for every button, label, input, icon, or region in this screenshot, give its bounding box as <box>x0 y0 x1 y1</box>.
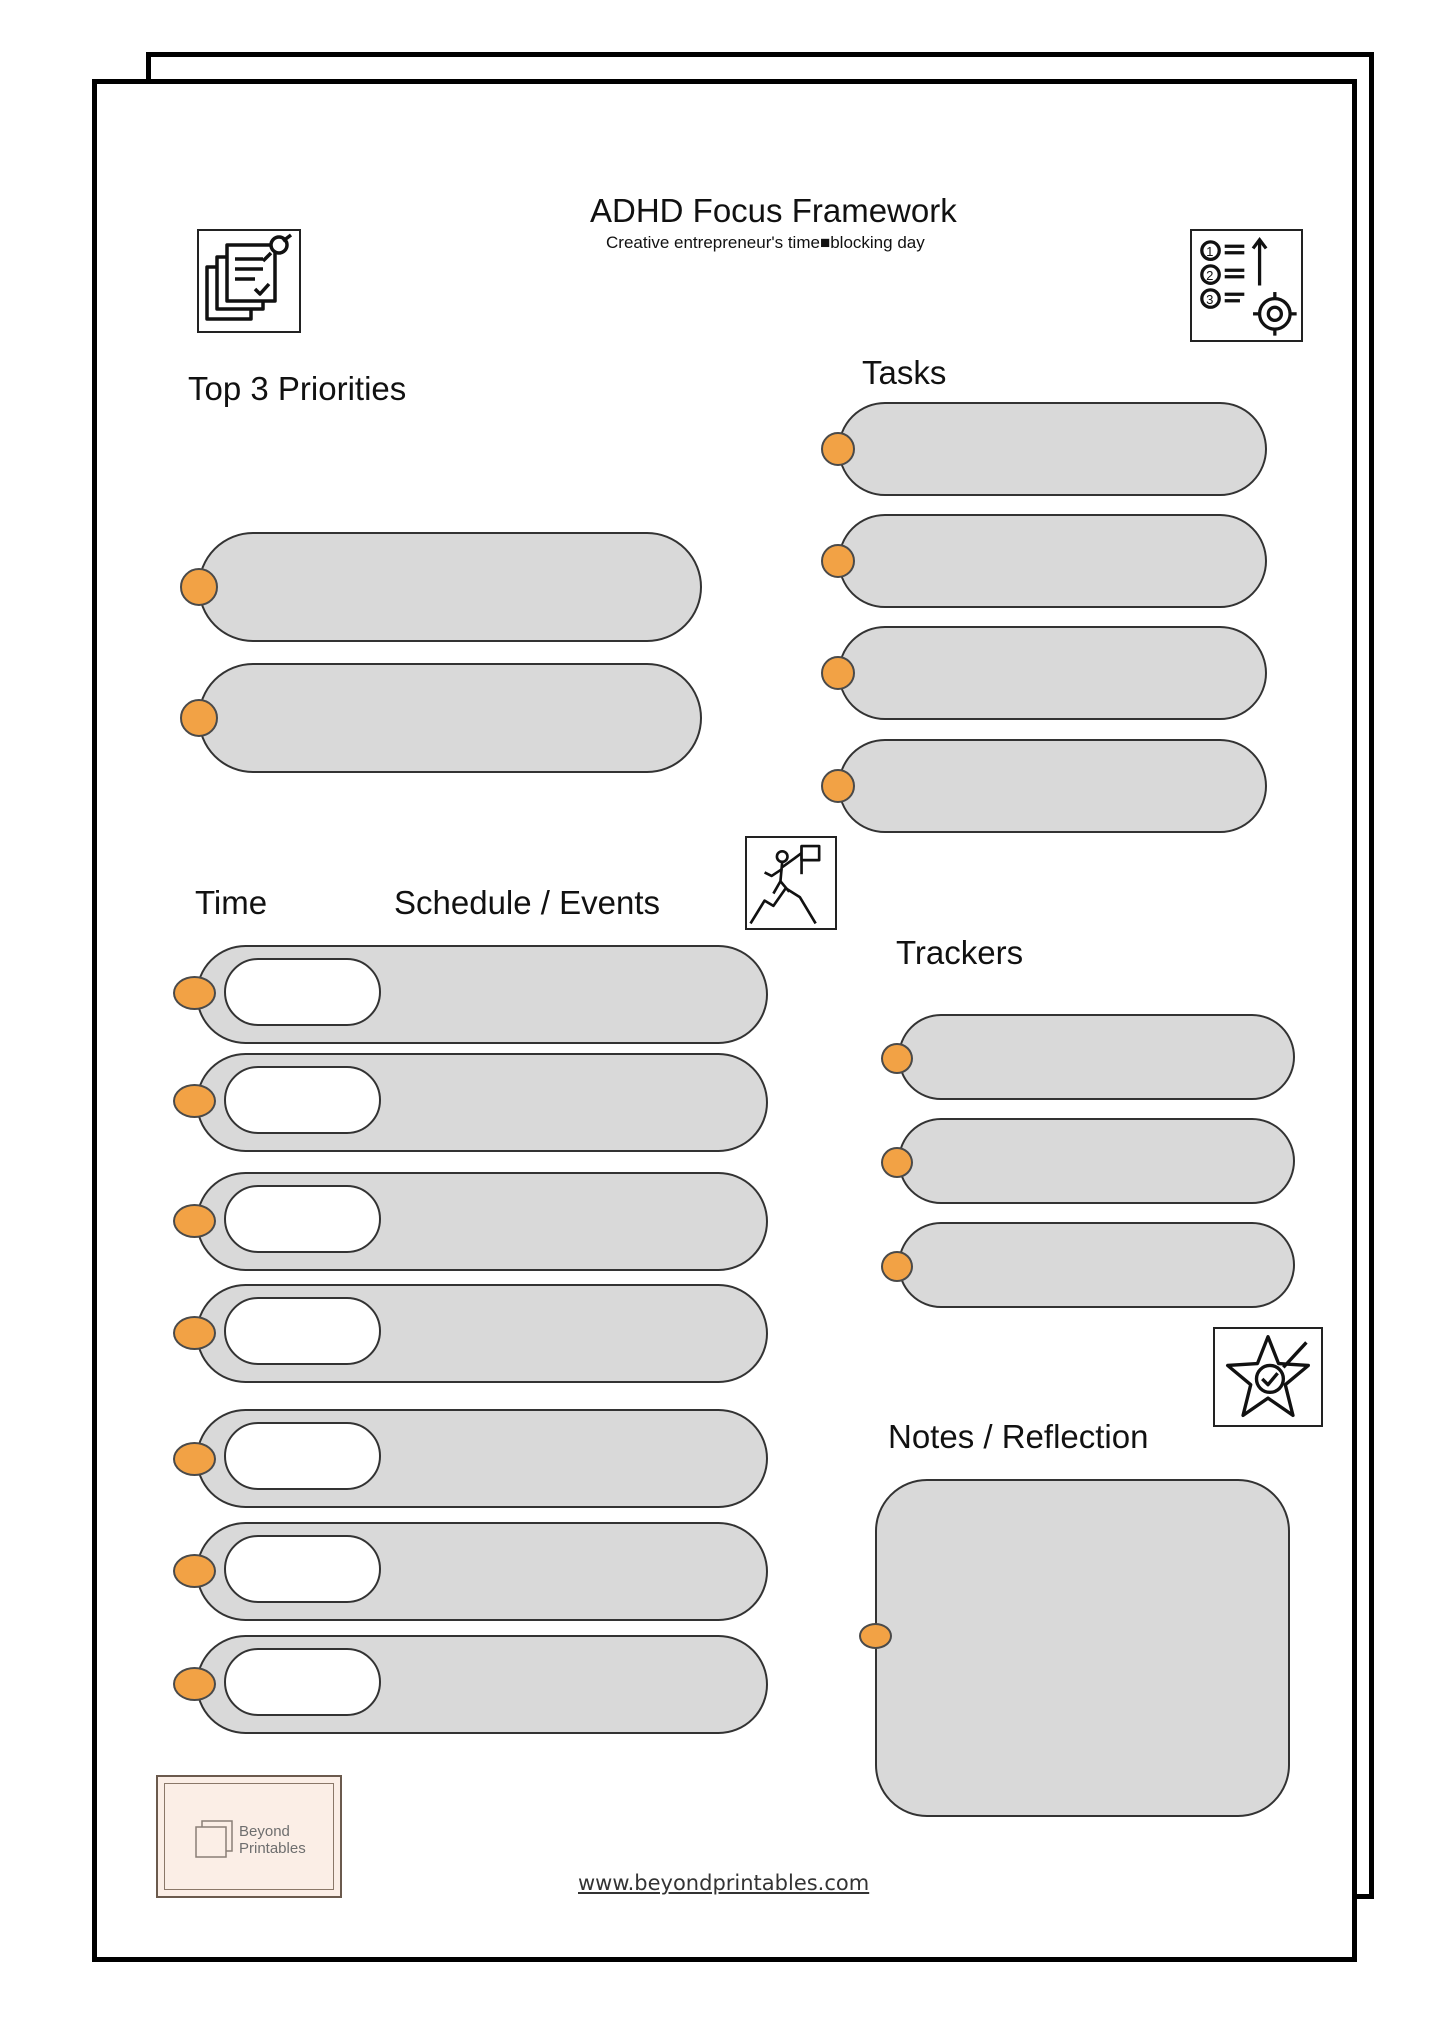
tracker-field-1[interactable] <box>898 1014 1295 1100</box>
schedule-marker-7[interactable] <box>173 1667 216 1701</box>
notes-field[interactable] <box>875 1479 1290 1817</box>
mountain-climber-flag-icon <box>745 836 837 930</box>
stacked-pages-icon <box>192 1817 236 1863</box>
tracker-field-2[interactable] <box>898 1118 1295 1204</box>
task-field-4[interactable] <box>838 739 1267 833</box>
tasks-heading: Tasks <box>862 354 947 391</box>
schedule-marker-4[interactable] <box>173 1316 216 1350</box>
priority-field-1[interactable] <box>198 532 702 642</box>
time-slot-1[interactable] <box>224 958 381 1026</box>
tracker-marker-2[interactable] <box>881 1147 913 1178</box>
priorities-heading: Top 3 Priorities <box>188 370 407 407</box>
task-field-1[interactable] <box>838 402 1267 496</box>
clipboard-checklist-icon <box>197 229 301 333</box>
task-marker-3[interactable] <box>821 656 855 690</box>
task-marker-4[interactable] <box>821 769 855 803</box>
time-slot-4[interactable] <box>224 1297 381 1365</box>
logo-text <box>239 1823 306 1857</box>
time-slot-7[interactable] <box>224 1648 381 1716</box>
schedule-heading: Schedule / Events <box>394 884 660 921</box>
star-checkmark-icon <box>1213 1327 1323 1427</box>
numbered-list-gear-icon <box>1190 229 1303 342</box>
logo-line-1: Beyond <box>239 1823 290 1840</box>
time-slot-5[interactable] <box>224 1422 381 1490</box>
notes-heading: Notes / Reflection <box>888 1418 1149 1455</box>
svg-text:3: 3 <box>1206 292 1214 308</box>
trackers-heading: Trackers <box>896 934 1024 971</box>
time-slot-2[interactable] <box>224 1066 381 1134</box>
priority-marker-1[interactable] <box>180 568 218 606</box>
task-marker-2[interactable] <box>821 544 855 578</box>
page-subtitle: Creative entrepreneur's time■blocking day <box>606 233 925 252</box>
logo-line-2: Printables <box>239 1840 306 1857</box>
priority-marker-2[interactable] <box>180 699 218 737</box>
schedule-marker-3[interactable] <box>173 1204 216 1238</box>
notes-marker[interactable] <box>859 1623 892 1649</box>
schedule-marker-5[interactable] <box>173 1442 216 1476</box>
time-slot-3[interactable] <box>224 1185 381 1253</box>
time-slot-6[interactable] <box>224 1535 381 1603</box>
priority-field-2[interactable] <box>198 663 702 773</box>
brand-logo <box>156 1775 342 1898</box>
schedule-marker-2[interactable] <box>173 1084 216 1118</box>
schedule-marker-6[interactable] <box>173 1554 216 1588</box>
svg-text:2: 2 <box>1206 268 1214 284</box>
task-marker-1[interactable] <box>821 432 855 466</box>
schedule-marker-1[interactable] <box>173 976 216 1010</box>
time-heading: Time <box>195 884 268 921</box>
tracker-marker-1[interactable] <box>881 1043 913 1074</box>
svg-text:1: 1 <box>1206 244 1214 260</box>
task-field-2[interactable] <box>838 514 1267 608</box>
website-link[interactable]: www.beyondprintables.com <box>578 1871 870 1895</box>
tracker-marker-3[interactable] <box>881 1251 913 1282</box>
task-field-3[interactable] <box>838 626 1267 720</box>
page-title: ADHD Focus Framework <box>590 192 957 229</box>
tracker-field-3[interactable] <box>898 1222 1295 1308</box>
